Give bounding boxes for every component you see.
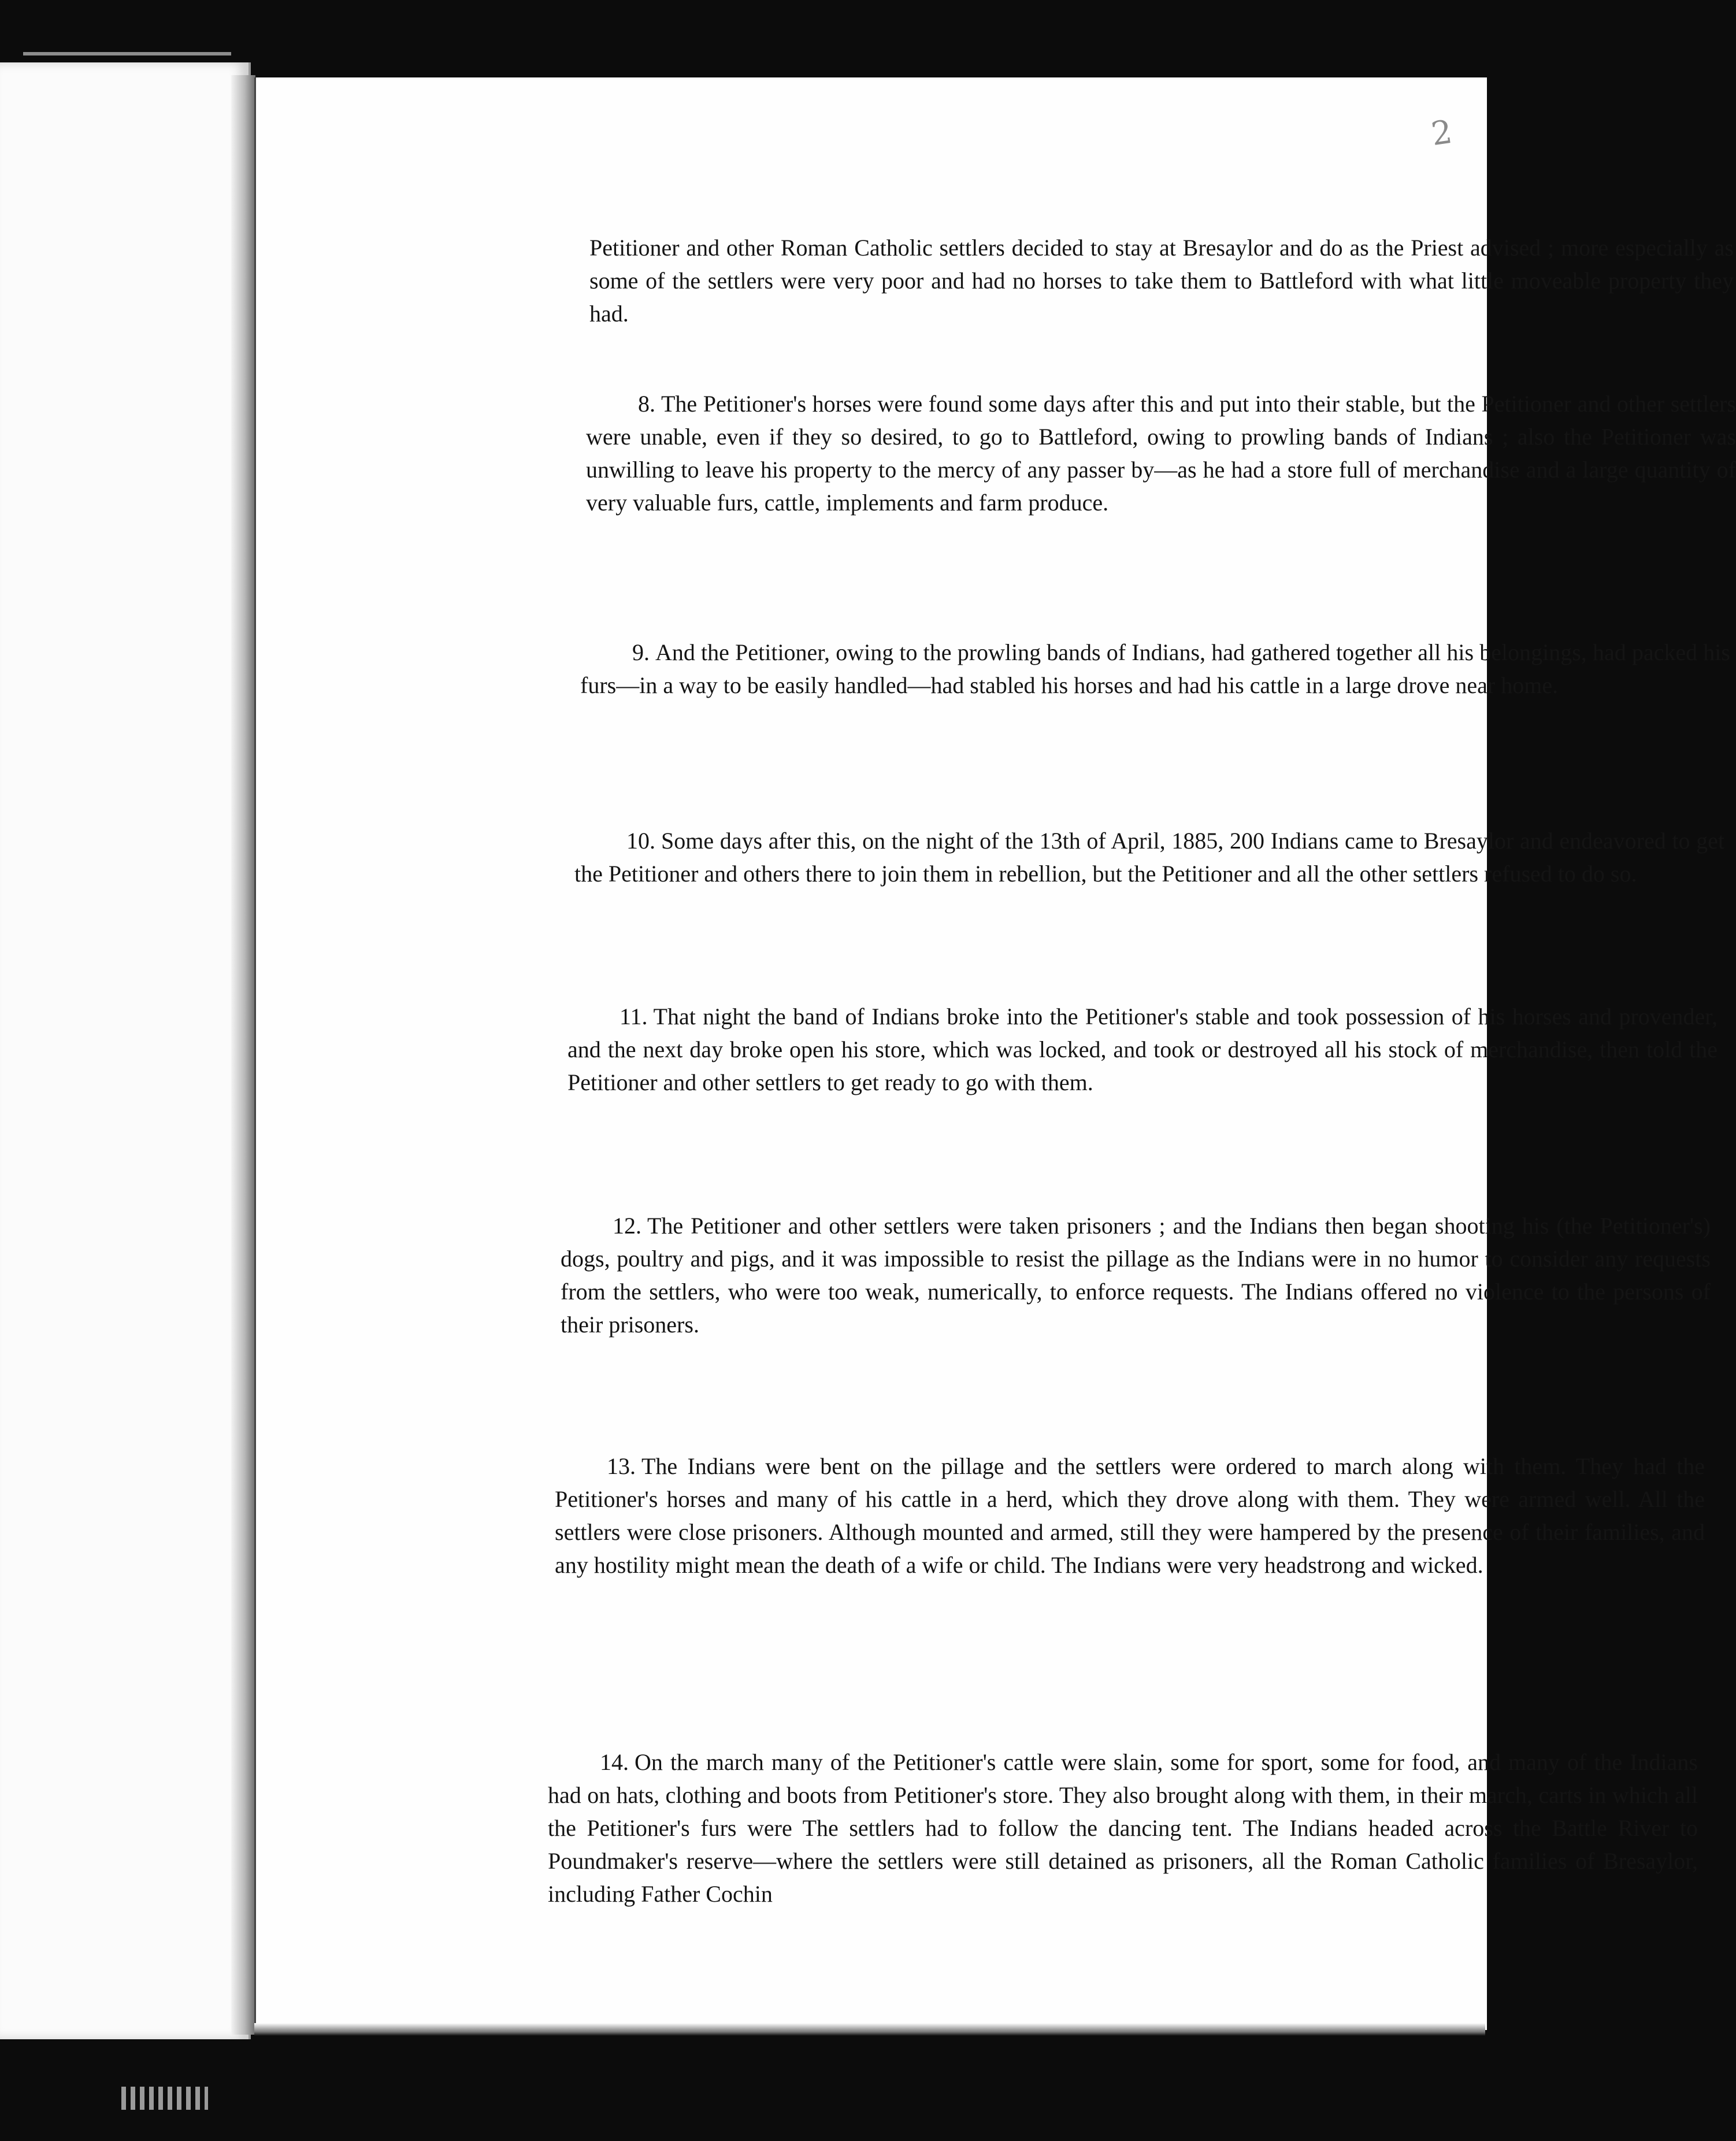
paragraph-number: 10. bbox=[626, 828, 655, 854]
left-page-blank bbox=[0, 62, 251, 2039]
paragraph-text: The Indians were bent on the pillage and the settlers were ordered to march along with them. They had the Petitioner's horses and many of his cattle in a herd, which they drove along with them. They were armed well. All the settlers were close prisoners. Although mounted and armed, still they were hampered by the presence of their families, and any hostility might mean the death of a wife or child. The Indians were very headstrong and wicked. bbox=[555, 1453, 1705, 1578]
paragraph-text: On the march many of the Petitioner's cattle were slain, some for sport, some for food, and many of the Indians had on hats, clothing and boots from Petitioner's store. They also brought along with them, in their march, carts in which all the Petitioner's furs were The settlers had to follow the dancing tent. The Indians headed across the Battle River to Poundmaker's reserve—where the settlers were still detained as prisoners, all the Roman Catholic families of Bresaylor, including Father Cochin bbox=[548, 1749, 1698, 1907]
paragraph-number: 14. bbox=[600, 1749, 629, 1775]
paragraph-11 bbox=[567, 1000, 1718, 1099]
paragraph-14 bbox=[548, 1746, 1698, 1910]
paragraph-number: 11. bbox=[620, 1003, 648, 1029]
paragraph-10 bbox=[574, 824, 1724, 890]
paragraph-text: And the Petitioner, owing to the prowling bands of Indians, had gathered together all his belongings, had packed his furs—in a way to be easily handled—had stabled his horses and had his cattle in a large drove near home. bbox=[580, 639, 1730, 698]
paragraph-number: 8. bbox=[638, 391, 655, 417]
page-bottom-edge bbox=[254, 2023, 1485, 2036]
paragraph-8 bbox=[586, 387, 1736, 519]
page-corner-mark: 2 bbox=[1429, 113, 1455, 154]
top-edge-rule bbox=[23, 52, 231, 55]
paragraph-text: That night the band of Indians broke into the Petitioner's stable and took possession of his horses and provender, and the next day broke open his store, which was locked, and took or destroyed all his stock of merchandise, then told the Petitioner and other settlers to get ready to go with them. bbox=[567, 1003, 1718, 1095]
paragraph-text: Some days after this, on the night of the 13th of April, 1885, 200 Indians came to Bresaylor and endeavored to get the Petitioner and others there to join them in rebellion, but the Petitioner and all the other settlers refused to do so. bbox=[574, 828, 1724, 887]
paragraph-number: 13. bbox=[607, 1453, 636, 1479]
paragraph-number: 9. bbox=[632, 639, 650, 665]
book-gutter bbox=[231, 75, 255, 2035]
paragraph-text: Petitioner and other Roman Catholic settlers decided to stay at Bresaylor and do as the Priest advised ; more especially as some of the settlers were very poor and had no horses to take them to Battleford with what little moveable property they had. bbox=[589, 235, 1734, 327]
paragraph-text: The Petitioner's horses were found some days after this and put into their stable, but the Petitioner and other settlers were unable, even if they so desired, to go to Battleford, owing to prowling bands of Indians ; also the Petitioner was unwilling to leave his property to the mercy of any passer by—as he had a store full of merchandise and a large quantity of very valuable furs, cattle, implements and farm produce. bbox=[586, 391, 1736, 516]
paragraph-9 bbox=[580, 636, 1730, 702]
paragraph-12 bbox=[561, 1209, 1711, 1341]
paragraph-number: 12. bbox=[613, 1213, 641, 1239]
film-edge-marks bbox=[121, 2087, 208, 2110]
paragraph-continued bbox=[589, 231, 1734, 330]
paragraph-13 bbox=[555, 1450, 1705, 1581]
paragraph-text: The Petitioner and other settlers were taken prisoners ; and the Indians then began shooting his (the Petitioner's) dogs, poultry and pigs, and it was impossible to resist the pillage as the Indians were in no humor to consider any requests from the settlers, who were too weak, numerically, to enforce requests. The Indians offered no violence to the persons of their prisoners. bbox=[561, 1213, 1711, 1338]
